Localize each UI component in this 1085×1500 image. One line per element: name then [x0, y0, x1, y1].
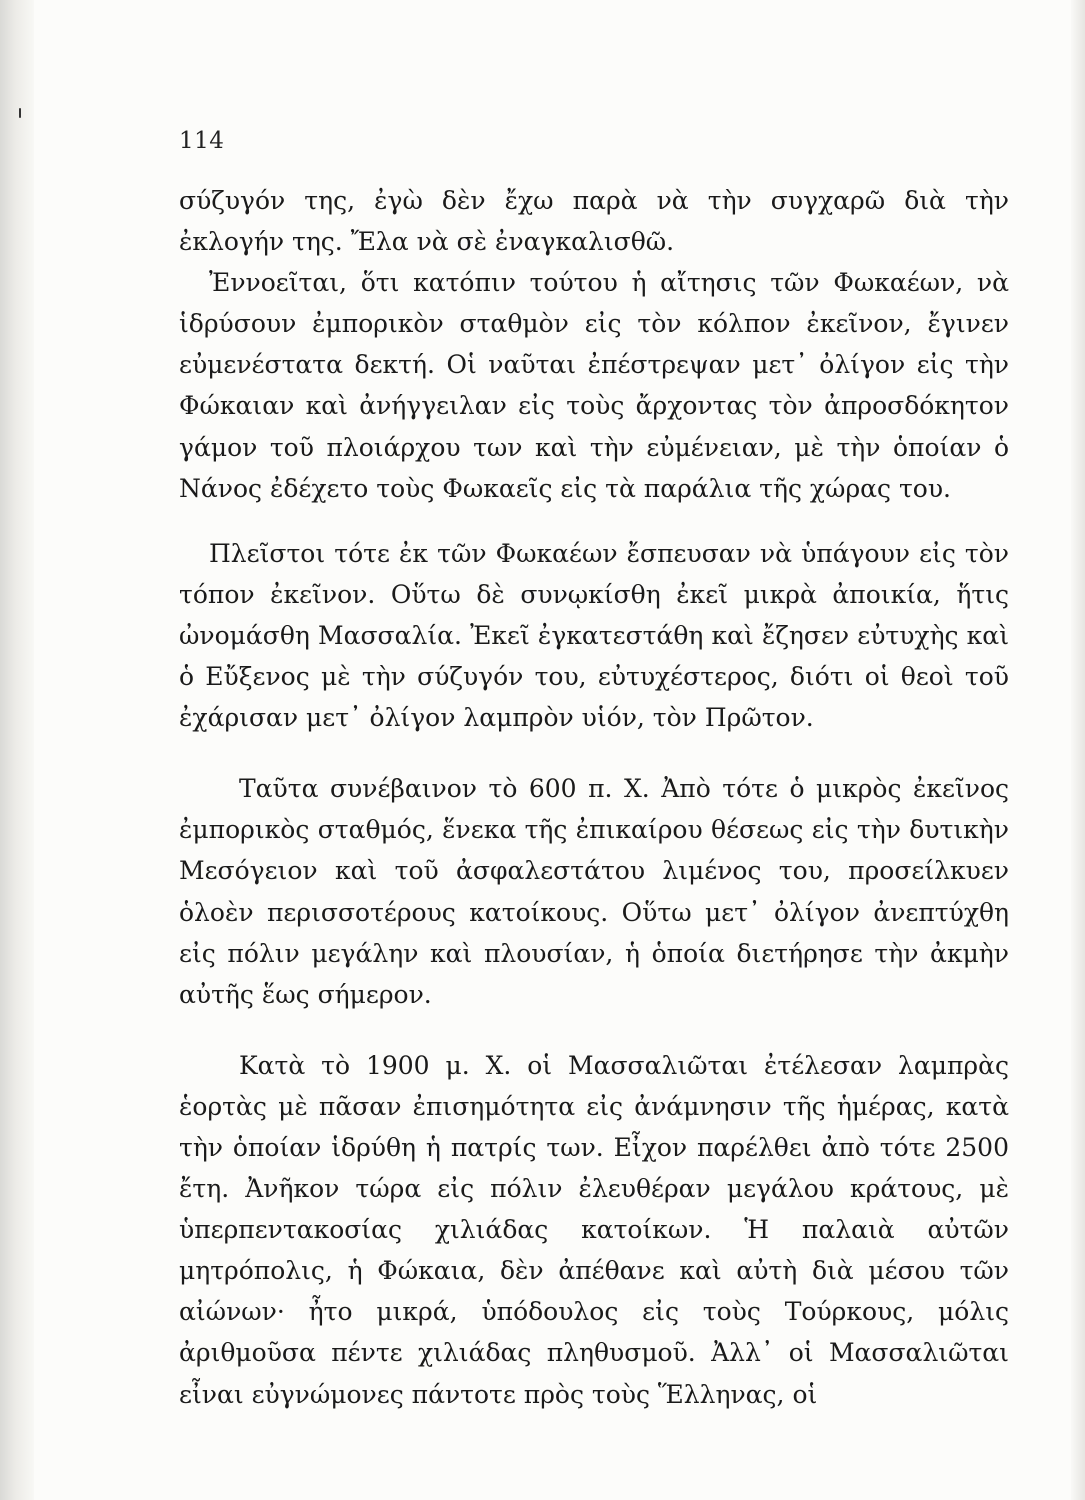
paragraph-5: Κατὰ τὸ 1900 μ. Χ. οἱ Μασσαλιῶται ἐτέλεσαν λαμπρὰς ἑορτὰς μὲ πᾶσαν ἐπισημότητα εἰς ἀνάμνησιν τῆς ἡμέρας, κατὰ τὴν ὁποίαν ἱδρύθη ἡ πατρίς των. Εἶχον παρέλθει ἀπὸ τότε 2500 ἔτη. Ἀνῆκον τώρα εἰς πόλιν ἐλευθέραν μεγάλου κράτους, μὲ ὑπερπεντακοσίας χιλιάδας κατοίκων. Ἡ παλαιὰ αὐτῶν μητρόπολις, ἡ Φώκαια, δὲν ἀπέθανε καὶ αὐτὴ διὰ μέσου τῶν αἰώνων· ἦτο μικρά, ὑπόδουλος εἰς τοὺς Τούρκους, μόλις ἀριθμοῦσα πέντε χιλιάδας πληθυσμοῦ. Ἀλλ᾽ οἱ Μασσαλιῶται εἶναι εὐγνώμονες πάντοτε πρὸς τοὺς Ἕλληνας, οἱ [179, 1050, 1009, 1409]
page-edge [1071, 0, 1085, 1500]
spine-shadow [0, 0, 34, 1500]
page-number: 114 [179, 128, 225, 154]
paragraph-3: Πλεῖστοι τότε ἐκ τῶν Φωκαέων ἔσπευσαν νὰ ὑπάγουν εἰς τὸν τόπον ἐκεῖνον. Οὕτω δὲ συνῳκίσθη ἐκεῖ μικρὰ ἀποικία, ἥτις ὠνομάσθη Μασσαλία. Ἐκεῖ ἐγκατεστάθη καὶ ἔζησεν εὐτυχὴς καὶ ὁ Εὔξενος μὲ τὴν σύζυγόν του, εὐτυχέστερος, διότι οἱ θεοὶ τοῦ ἐχάρισαν μετ᾽ ὀλίγον λαμπρὸν υἱόν, τὸν Πρῶτον. [179, 538, 1009, 733]
body-text [179, 180, 1009, 1415]
paragraph-4: Ταῦτα συνέβαινον τὸ 600 π. Χ. Ἀπὸ τότε ὁ μικρὸς ἐκεῖνος ἐμπορικὸς σταθμός, ἕνεκα τῆς ἐπικαίρου θέσεως εἰς τὴν δυτικὴν Μεσόγειον καὶ τοῦ ἀσφαλεστάτου λιμένος του, προσείλκυεν ὁλοὲν περισσοτέρους κατοίκους. Οὕτω μετ᾽ ὀλίγον ἀνεπτύχθη εἰς πόλιν μεγάλην καὶ πλουσίαν, ἡ ὁποία διετήρησε τὴν ἀκμὴν αὐτῆς ἕως σήμερον. [179, 774, 1009, 1009]
margin-mark [19, 108, 21, 118]
paragraph-1: σύζυγόν της, ἐγὼ δὲν ἔχω παρὰ νὰ τὴν συγχαρῶ διὰ τὴν ἐκλογήν της. Ἔλα νὰ σὲ ἐναγκαλισθῶ. [179, 186, 1009, 257]
paragraph-2: Ἐννοεῖται, ὅτι κατόπιν τούτου ἡ αἴτησις τῶν Φωκαέων, νὰ ἱδρύσουν ἐμπορικὸν σταθμὸν εἰς τὸν κόλπον ἐκεῖνον, ἔγινεν εὐμενέστατα δεκτή. Οἱ ναῦται ἐπέστρεψαν μετ᾽ ὀλίγον εἰς τὴν Φώκαιαν καὶ ἀνήγγειλαν εἰς τοὺς ἄρχοντας τὸν ἀπροσδόκητον γάμον τοῦ πλοιάρχου των καὶ τὴν εὐμένειαν, μὲ τὴν ὁποίαν ὁ Νάνος ἐδέχετο τοὺς Φωκαεῖς εἰς τὰ παράλια τῆς χώρας του. [179, 268, 1009, 503]
